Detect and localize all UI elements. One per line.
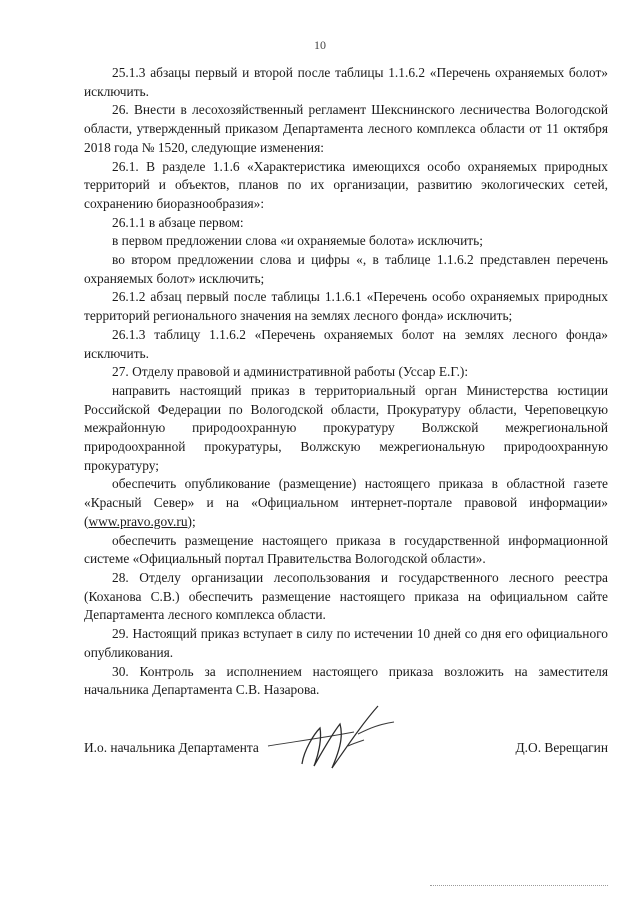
signatory-name: Д.О. Верещагин — [515, 740, 608, 755]
footer-divider — [430, 885, 608, 886]
paragraph-27-portal: обеспечить размещение настоящего приказа в государственной информационной системе «Официальный портал Правительства Вологодской области». — [84, 532, 608, 567]
paragraph-29: 29. Настоящий приказ вступает в силу по истечении 10 дней со дня его официального опубликования. — [84, 626, 608, 660]
paragraph-first-sentence: в первом предложении слова «и охраняемые болота» исключить; — [112, 233, 483, 249]
document-body — [84, 64, 608, 700]
paragraph-26-1-2: 26.1.2 абзац первый после таблицы 1.1.6.1 «Перечень особо охраняемых природных территорий регионального значения на землях лесного фонда» исключить; — [84, 289, 608, 324]
paragraph-27: 27. Отделу правовой и административной работы (Уссар Е.Г.): — [112, 364, 469, 380]
paragraph-28: 28. Отделу организации лесопользования и государственного лесного реестра (Коханова С.В.) обеспечить размещение настоящего приказа на официальном сайте Департамента лесного комплекса области. — [84, 569, 608, 623]
signature-block — [84, 740, 608, 762]
pravo-link[interactable]: www.pravo.gov.ru — [88, 513, 188, 529]
page-number: 10 — [314, 38, 326, 52]
paragraph-27-publish — [84, 475, 608, 531]
paragraph-26-1-1: 26.1.1 в абзаце первом: — [112, 214, 244, 230]
paragraph-30: 30. Контроль за исполнением настоящего приказа возложить на заместителя начальника Департамента С.В. Назарова. — [84, 663, 608, 698]
paragraph-26-1: 26.1. В разделе 1.1.6 «Характеристика имеющихся особо охраняемых природных территорий и объектов, планов по их организации, развитию экологических сетей, сохранению биоразнообразия»: — [84, 158, 608, 211]
paragraph-26: 26. Внести в лесохозяйственный регламент Шекснинского лесничества Вологодской области, утвержденный приказом Департамента лесного комплекса области от 11 октября 2018 года № 1520, следующие изменения: — [84, 102, 608, 155]
paragraph-second-sentence: во втором предложении слова и цифры «, в таблице 1.1.6.2 представлен перечень охраняемых болот» исключить; — [84, 252, 608, 286]
paragraph-25-1-3: 25.1.3 абзацы первый и второй после таблицы 1.1.6.2 «Перечень охраняемых болот» исключить. — [84, 65, 608, 99]
paragraph-27-send: направить настоящий приказ в территориальный орган Министерства юстиции Российской Федерации по Вологодской области, Прокуратуру области, Череповецкую межрайонную природоохранную прокуратуру Волжской межрегиональной природоохранной прокуратуры, Волжскую межрегиональную природоохранную прокуратуру; — [84, 382, 608, 473]
paragraph-26-1-3: 26.1.3 таблицу 1.1.6.2 «Перечень охраняемых болот на землях лесного фонда» исключить. — [84, 326, 608, 361]
signatory-position: И.о. начальника Департамента — [84, 740, 259, 755]
publish-text: обеспечить опубликование (размещение) настоящего приказа в областной газете «Красный Север» и на «Официальном интернет-портале правовой информации» ( — [84, 476, 608, 529]
publish-text-end: ); — [187, 513, 196, 529]
handwritten-signature — [262, 694, 410, 778]
